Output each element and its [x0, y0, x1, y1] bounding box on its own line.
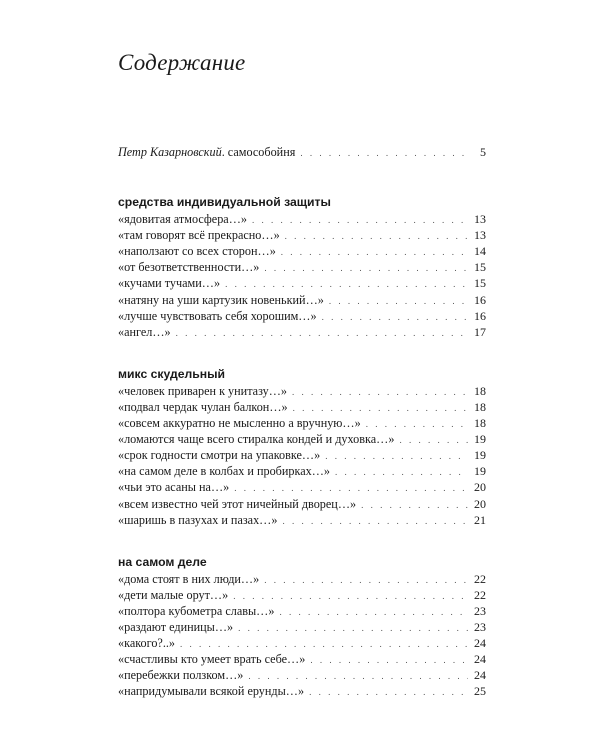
dot-leader: [178, 636, 468, 652]
toc-entry: [118, 227, 486, 243]
toc-entry: [118, 635, 486, 651]
toc-entry: [118, 496, 486, 512]
toc-section: [118, 554, 486, 700]
dot-leader: [298, 145, 468, 161]
entry-page-number: 22: [474, 587, 486, 602]
toc-entry: [118, 383, 486, 399]
toc-entry: [118, 683, 486, 699]
entry-page-number: 21: [474, 512, 486, 527]
toc-entry: [118, 415, 486, 431]
dot-leader: [364, 416, 468, 432]
entry-page-number: 16: [474, 308, 486, 323]
entry-page-number: 20: [474, 496, 486, 511]
dot-leader: [232, 480, 468, 496]
entry-title: «дома стоят в них люди…»: [118, 571, 260, 586]
toc-entry: [118, 512, 486, 528]
dot-leader: [397, 432, 468, 448]
section-heading: на самом деле: [118, 554, 207, 569]
dot-leader: [327, 293, 468, 309]
toc-entry: [118, 292, 486, 308]
entry-title: «там говорят всё прекрасно…»: [118, 228, 280, 243]
dot-leader: [236, 620, 468, 636]
toc-entry: [118, 463, 486, 479]
toc-entry: [118, 211, 486, 227]
dot-leader: [290, 384, 468, 400]
entry-title: «шаришь в пазухах и пазах…»: [118, 512, 278, 527]
dot-leader: [308, 652, 468, 668]
dot-leader: [223, 276, 468, 292]
dot-leader: [333, 464, 468, 480]
entry-title: «напридумывали всякой ерунды…»: [118, 684, 305, 699]
toc-entry: [118, 571, 486, 587]
entry-title: «какого?..»: [118, 636, 176, 651]
entry-page-number: 18: [474, 416, 486, 431]
entry-title: «подвал чердак чулан балкон…»: [118, 399, 288, 414]
dot-leader: [280, 513, 468, 529]
dot-leader: [277, 604, 468, 620]
entry-page-number: 25: [474, 684, 486, 699]
dot-leader: [231, 588, 468, 604]
entry-title: «натяну на уши картузик новенький…»: [118, 292, 324, 307]
toc-entry: [118, 447, 486, 463]
entry-author: Петр Казарновский: [118, 145, 222, 159]
entry-title: «счастливы кто умеет врать себе…»: [118, 652, 306, 667]
entry-title: «кучами тучами…»: [118, 276, 221, 291]
toc-entry: [118, 479, 486, 495]
entry-title: «всем известно чей этот ничейный дворец…»: [118, 496, 357, 511]
entry-page-number: 15: [474, 276, 486, 291]
toc-intro-entry: [118, 144, 486, 160]
toc-entry: [118, 324, 486, 340]
entry-page-number: 24: [474, 652, 486, 667]
entry-page-number: 19: [474, 432, 486, 447]
toc-entry: [118, 603, 486, 619]
entry-page-number: 23: [474, 603, 486, 618]
entry-title: «наползают со всех сторон…»: [118, 244, 276, 259]
section-heading: микс скудельный: [118, 366, 225, 381]
toc-entry: [118, 619, 486, 635]
entry-title: «раздают единицы…»: [118, 619, 234, 634]
entry-title: самособойня: [224, 145, 296, 159]
dot-leader: [279, 244, 468, 260]
entry-title: «лучше чувствовать себя хорошим…»: [118, 308, 317, 323]
entry-page-number: 16: [474, 292, 486, 307]
entry-title: «перебежки ползком…»: [118, 668, 244, 683]
toc-entry: [118, 667, 486, 683]
dot-leader: [291, 400, 468, 416]
dot-leader: [262, 260, 468, 276]
entry-title: «дети малые орут…»: [118, 587, 229, 602]
entry-title: «чьи это асаны на…»: [118, 480, 230, 495]
entry-page-number: 23: [474, 619, 486, 634]
dot-leader: [174, 325, 468, 341]
entry-title: «от безответственности…»: [118, 260, 260, 275]
page-title: Содержание: [118, 50, 246, 75]
dot-leader: [320, 309, 468, 325]
toc-entry: [118, 275, 486, 291]
toc-section: [118, 366, 486, 528]
toc-section: [118, 194, 486, 340]
dot-leader: [283, 228, 468, 244]
entry-title: «срок годности смотри на упаковке…»: [118, 448, 321, 463]
entry-title: «человек приварен к унитазу…»: [118, 383, 288, 398]
entry-page-number: 19: [474, 448, 486, 463]
toc-entry: [118, 651, 486, 667]
entry-page-number: 19: [474, 464, 486, 479]
toc-entry: [118, 243, 486, 259]
toc-entry: [118, 399, 486, 415]
entry-title: «ядовитая атмосфера…»: [118, 212, 247, 227]
entry-title: «полтора кубометра славы…»: [118, 603, 275, 618]
entry-page-number: 18: [474, 383, 486, 398]
entry-page-number: 17: [474, 324, 486, 339]
entry-text: [118, 144, 298, 160]
dot-leader: [307, 684, 468, 700]
toc-entry: [118, 308, 486, 324]
entry-page-number: 13: [474, 228, 486, 243]
toc-entry: [118, 587, 486, 603]
entry-page-number: 24: [474, 668, 486, 683]
entry-title: «совсем аккуратно не мысленно а вручную…»: [118, 416, 361, 431]
dot-leader: [246, 668, 468, 684]
entry-page-number: 18: [474, 399, 486, 414]
entry-page-number: 5: [480, 145, 486, 159]
dot-leader: [262, 572, 468, 588]
entry-page-number: 24: [474, 636, 486, 651]
entry-separator: .: [221, 145, 225, 159]
entry-page-number: 20: [474, 480, 486, 495]
dot-leader: [323, 448, 468, 464]
entry-page-number: 13: [474, 212, 486, 227]
dot-leader: [359, 497, 468, 513]
entry-page-number: 22: [474, 571, 486, 586]
entry-title: «на самом деле в колбах и пробирках…»: [118, 464, 331, 479]
toc-entry: [118, 431, 486, 447]
entry-title: «ломаются чаще всего стиралка кондей и духовка…»: [118, 432, 395, 447]
dot-leader: [250, 212, 468, 228]
table-of-contents: [118, 144, 486, 725]
entry-page-number: 14: [474, 244, 486, 259]
toc-entry: [118, 259, 486, 275]
entry-page-number: 15: [474, 260, 486, 275]
section-heading: средства индивидуальной защиты: [118, 195, 331, 210]
toc-sections: [118, 194, 486, 699]
entry-title: «ангел…»: [118, 324, 171, 339]
